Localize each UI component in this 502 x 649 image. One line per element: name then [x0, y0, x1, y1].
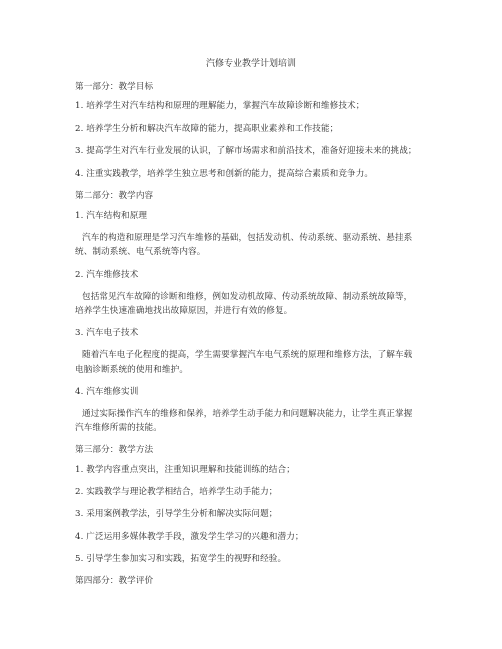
part1-item-3: 3. 提高学生对汽车行业发展的认识，了解市场需求和前沿技术，准备好迎接未来的挑战； — [75, 146, 417, 156]
part2-section-2-line-2: 培养学生快速准确地找出故障原因，并进行有效的修复。 — [75, 306, 293, 316]
part2-section-1-title: 1. 汽车结构和原理 — [75, 211, 148, 221]
part2-section-4-line-2: 汽车维修所需的技能。 — [75, 423, 162, 433]
part2-section-3-line-1: 随着汽车电子化程度的提高，学生需要掌握汽车电气系统的原理和维修方法，了解车载 — [82, 350, 413, 360]
part2-section-3-title: 3. 汽车电子技术 — [75, 328, 139, 338]
part2-section-2-title: 2. 汽车维修技术 — [75, 270, 139, 280]
part1-item-4: 4. 注重实践教学，培养学生独立思考和创新的能力，提高综合素质和竞争力。 — [75, 169, 374, 179]
part1-item-1: 1. 培养学生对汽车结构和原理的理解能力，掌握汽车故障诊断和维修技术； — [75, 101, 365, 111]
part3-item-5: 5. 引导学生参加实习和实践，拓宽学生的视野和经验。 — [75, 554, 287, 564]
part3-item-4: 4. 广泛运用多媒体教学手段，激发学生学习的兴趣和潜力； — [75, 532, 304, 542]
part3-heading: 第三部分：教学方法 — [75, 445, 154, 455]
part2-section-2-line-1: 包括常见汽车故障的诊断和维修，例如发动机故障、传动系统故障、制动系统故障等， — [82, 292, 413, 302]
part2-section-1-line-1: 汽车的构造和原理是学习汽车维修的基础，包括发动机、传动系统、驱动系统、悬挂系 — [82, 233, 413, 243]
part1-item-2: 2. 培养学生分析和解决汽车故障的能力，提高职业素养和工作技能； — [75, 124, 339, 134]
part3-item-1: 1. 教学内容重点突出，注重知识理解和技能训练的结合； — [75, 465, 295, 475]
part4-heading: 第四部分：教学评价 — [75, 576, 154, 586]
part3-item-3: 3. 采用案例教学法，引导学生分析和解决实际问题； — [75, 509, 278, 519]
part2-heading: 第二部分：教学内容 — [75, 191, 154, 201]
part1-heading: 第一部分：教学目标 — [75, 82, 154, 92]
part3-item-2: 2. 实践教学与理论教学相结合，培养学生动手能力； — [75, 487, 278, 497]
part2-section-4-title: 4. 汽车维修实训 — [75, 387, 139, 397]
document-title: 汽修专业教学计划培训 — [205, 59, 296, 69]
part2-section-3-line-2: 电脑诊断系统的使用和维护。 — [75, 365, 189, 375]
part2-section-4-line-1: 通过实际操作汽车的维修和保养，培养学生动手能力和问题解决能力，让学生真正掌握 — [82, 409, 413, 419]
part2-section-1-line-2: 统、制动系统、电气系统等内容。 — [75, 247, 206, 257]
